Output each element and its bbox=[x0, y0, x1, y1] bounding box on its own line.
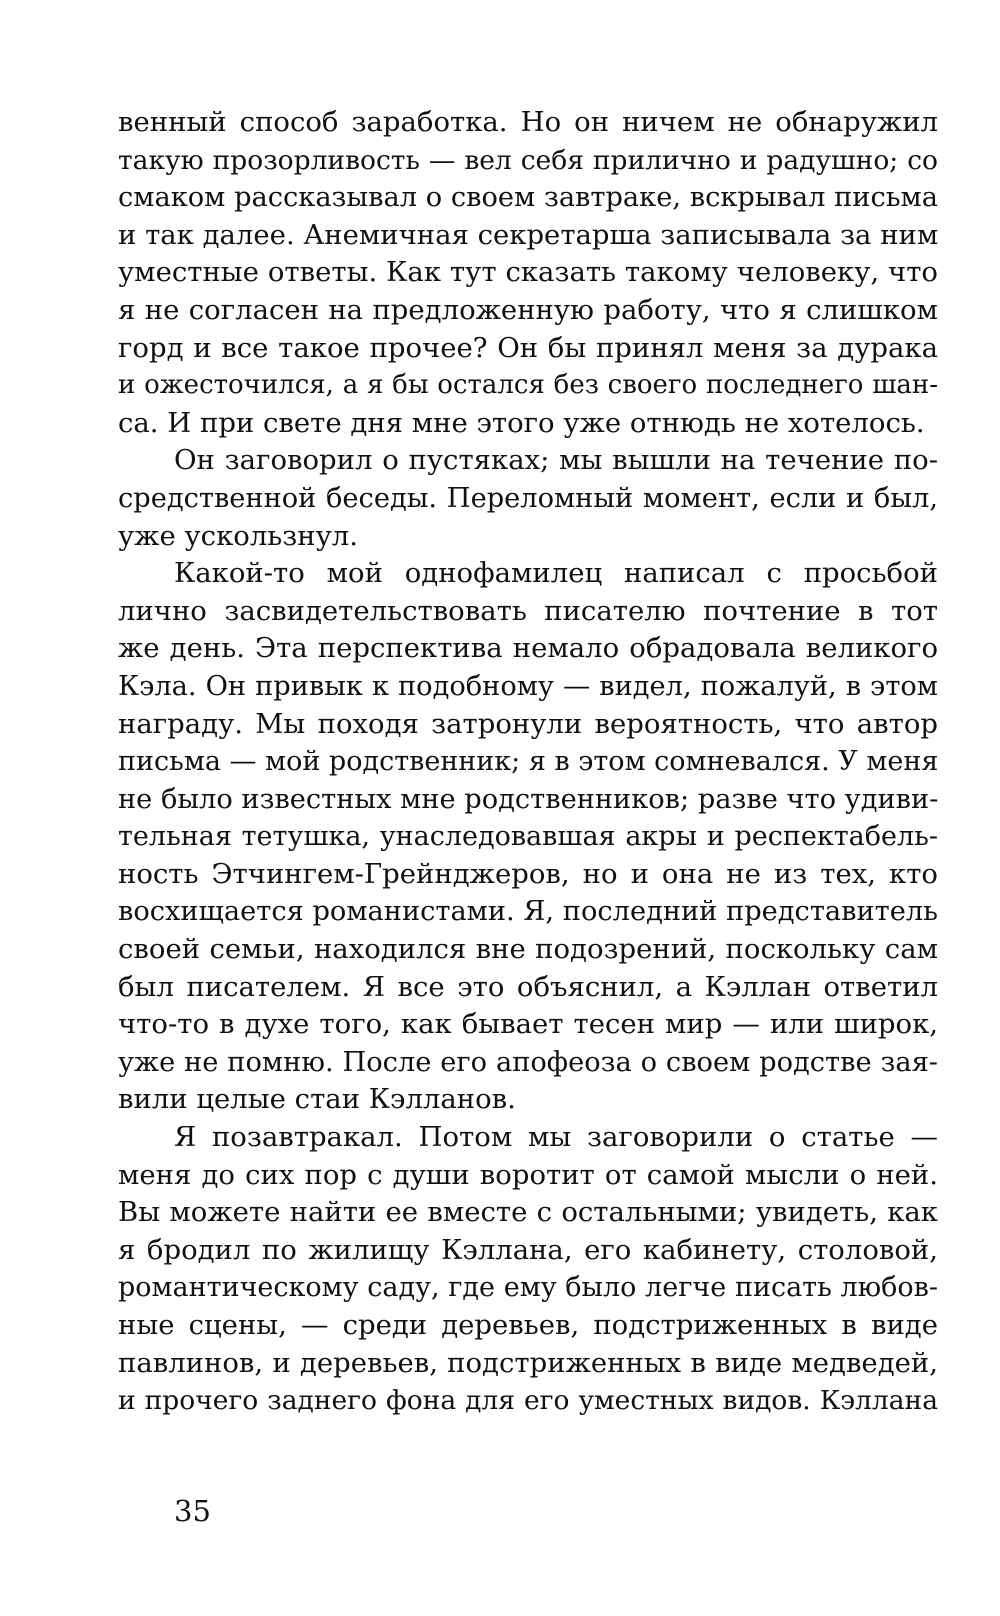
text-line: награду. Мы походя затронули вероятность, что автор bbox=[118, 707, 938, 740]
text-line: своей семьи, находился вне подозрений, поскольку сам bbox=[118, 933, 938, 966]
page-number: 35 bbox=[174, 1494, 211, 1528]
text-line: же день. Эта перспектива немало обрадовала великого bbox=[118, 632, 938, 665]
text-line: вили целые стаи Кэлланов. bbox=[118, 1083, 516, 1116]
text-line: письма — мой родственник; я в этом сомневался. У меня bbox=[118, 746, 939, 778]
body-text bbox=[118, 104, 938, 1420]
text-line: я не согласен на предложенную работу, что я слишком bbox=[118, 293, 938, 326]
text-line: такую прозорливость — вел себя прилично и радушно; со bbox=[118, 144, 938, 176]
text-line: и так далее. Анемичная секретарша записывала за ним bbox=[118, 218, 939, 251]
text-line: я бродил по жилищу Кэллана, его кабинету, столовой, bbox=[118, 1233, 938, 1266]
text-line: лично засвидетельствовать писателю почтение в тот bbox=[118, 594, 938, 627]
text-line: что-то в духе того, как бывает тесен мир — или широк, bbox=[118, 1008, 938, 1041]
text-line: уже не помню. После его апофеоза о своем родстве зая- bbox=[118, 1046, 938, 1078]
text-line: и прочего заднего фона для его уместных видов. Кэллана bbox=[118, 1385, 938, 1417]
text-line: не было известных мне родственников; разве что удиви- bbox=[118, 783, 939, 815]
text-line: уместные ответы. Как тут сказать такому человеку, что bbox=[118, 256, 938, 289]
text-line: романтическому саду, где ему было легче писать любов- bbox=[118, 1272, 938, 1304]
text-line: меня до сих пор с души воротит от самой мысли о ней. bbox=[118, 1158, 938, 1191]
text-line: Кэла. Он привык к подобному — видел, пожалуй, в этом bbox=[118, 670, 938, 702]
text-line: Он заговорил о пустяках; мы вышли на течение по- bbox=[174, 444, 938, 477]
text-line: уже ускользнул. bbox=[118, 519, 358, 552]
text-line: павлинов, и деревьев, подстриженных в виде медведей, bbox=[118, 1346, 938, 1379]
text-line: средственной беседы. Переломный момент, если и был, bbox=[118, 482, 938, 514]
text-line: и ожесточился, а я бы остался без своего последнего шан- bbox=[118, 370, 938, 401]
text-line: Какой-то мой однофамилец написал с просьбой bbox=[174, 557, 938, 590]
text-line: Вы можете найти ее вместе с остальными; увидеть, как bbox=[118, 1196, 938, 1229]
text-line: Я позавтракал. Потом мы заговорили о статье — bbox=[174, 1121, 938, 1154]
text-line: восхищается романистами. Я, последний представитель bbox=[118, 896, 938, 928]
text-line: смаком рассказывал о своем завтраке, вскрывал письма bbox=[118, 182, 938, 214]
text-line: был писателем. Я все это объяснил, а Кэллан ответил bbox=[118, 970, 938, 1003]
text-line: ность Этчингем-Грейнджеров, но и она не из тех, кто bbox=[118, 857, 938, 890]
text-line: ные сцены, — среди деревьев, подстриженных в виде bbox=[118, 1309, 938, 1341]
text-line: горд и все такое прочее? Он бы принял меня за дурака bbox=[118, 331, 938, 364]
text-line: са. И при свете дня мне этого уже отнюдь не хотелось. bbox=[118, 406, 925, 439]
text-line: тельная тетушка, унаследовавшая акры и респектабель- bbox=[118, 821, 938, 853]
text-line: венный способ заработка. Но он ничем не обнаружил bbox=[118, 106, 938, 138]
